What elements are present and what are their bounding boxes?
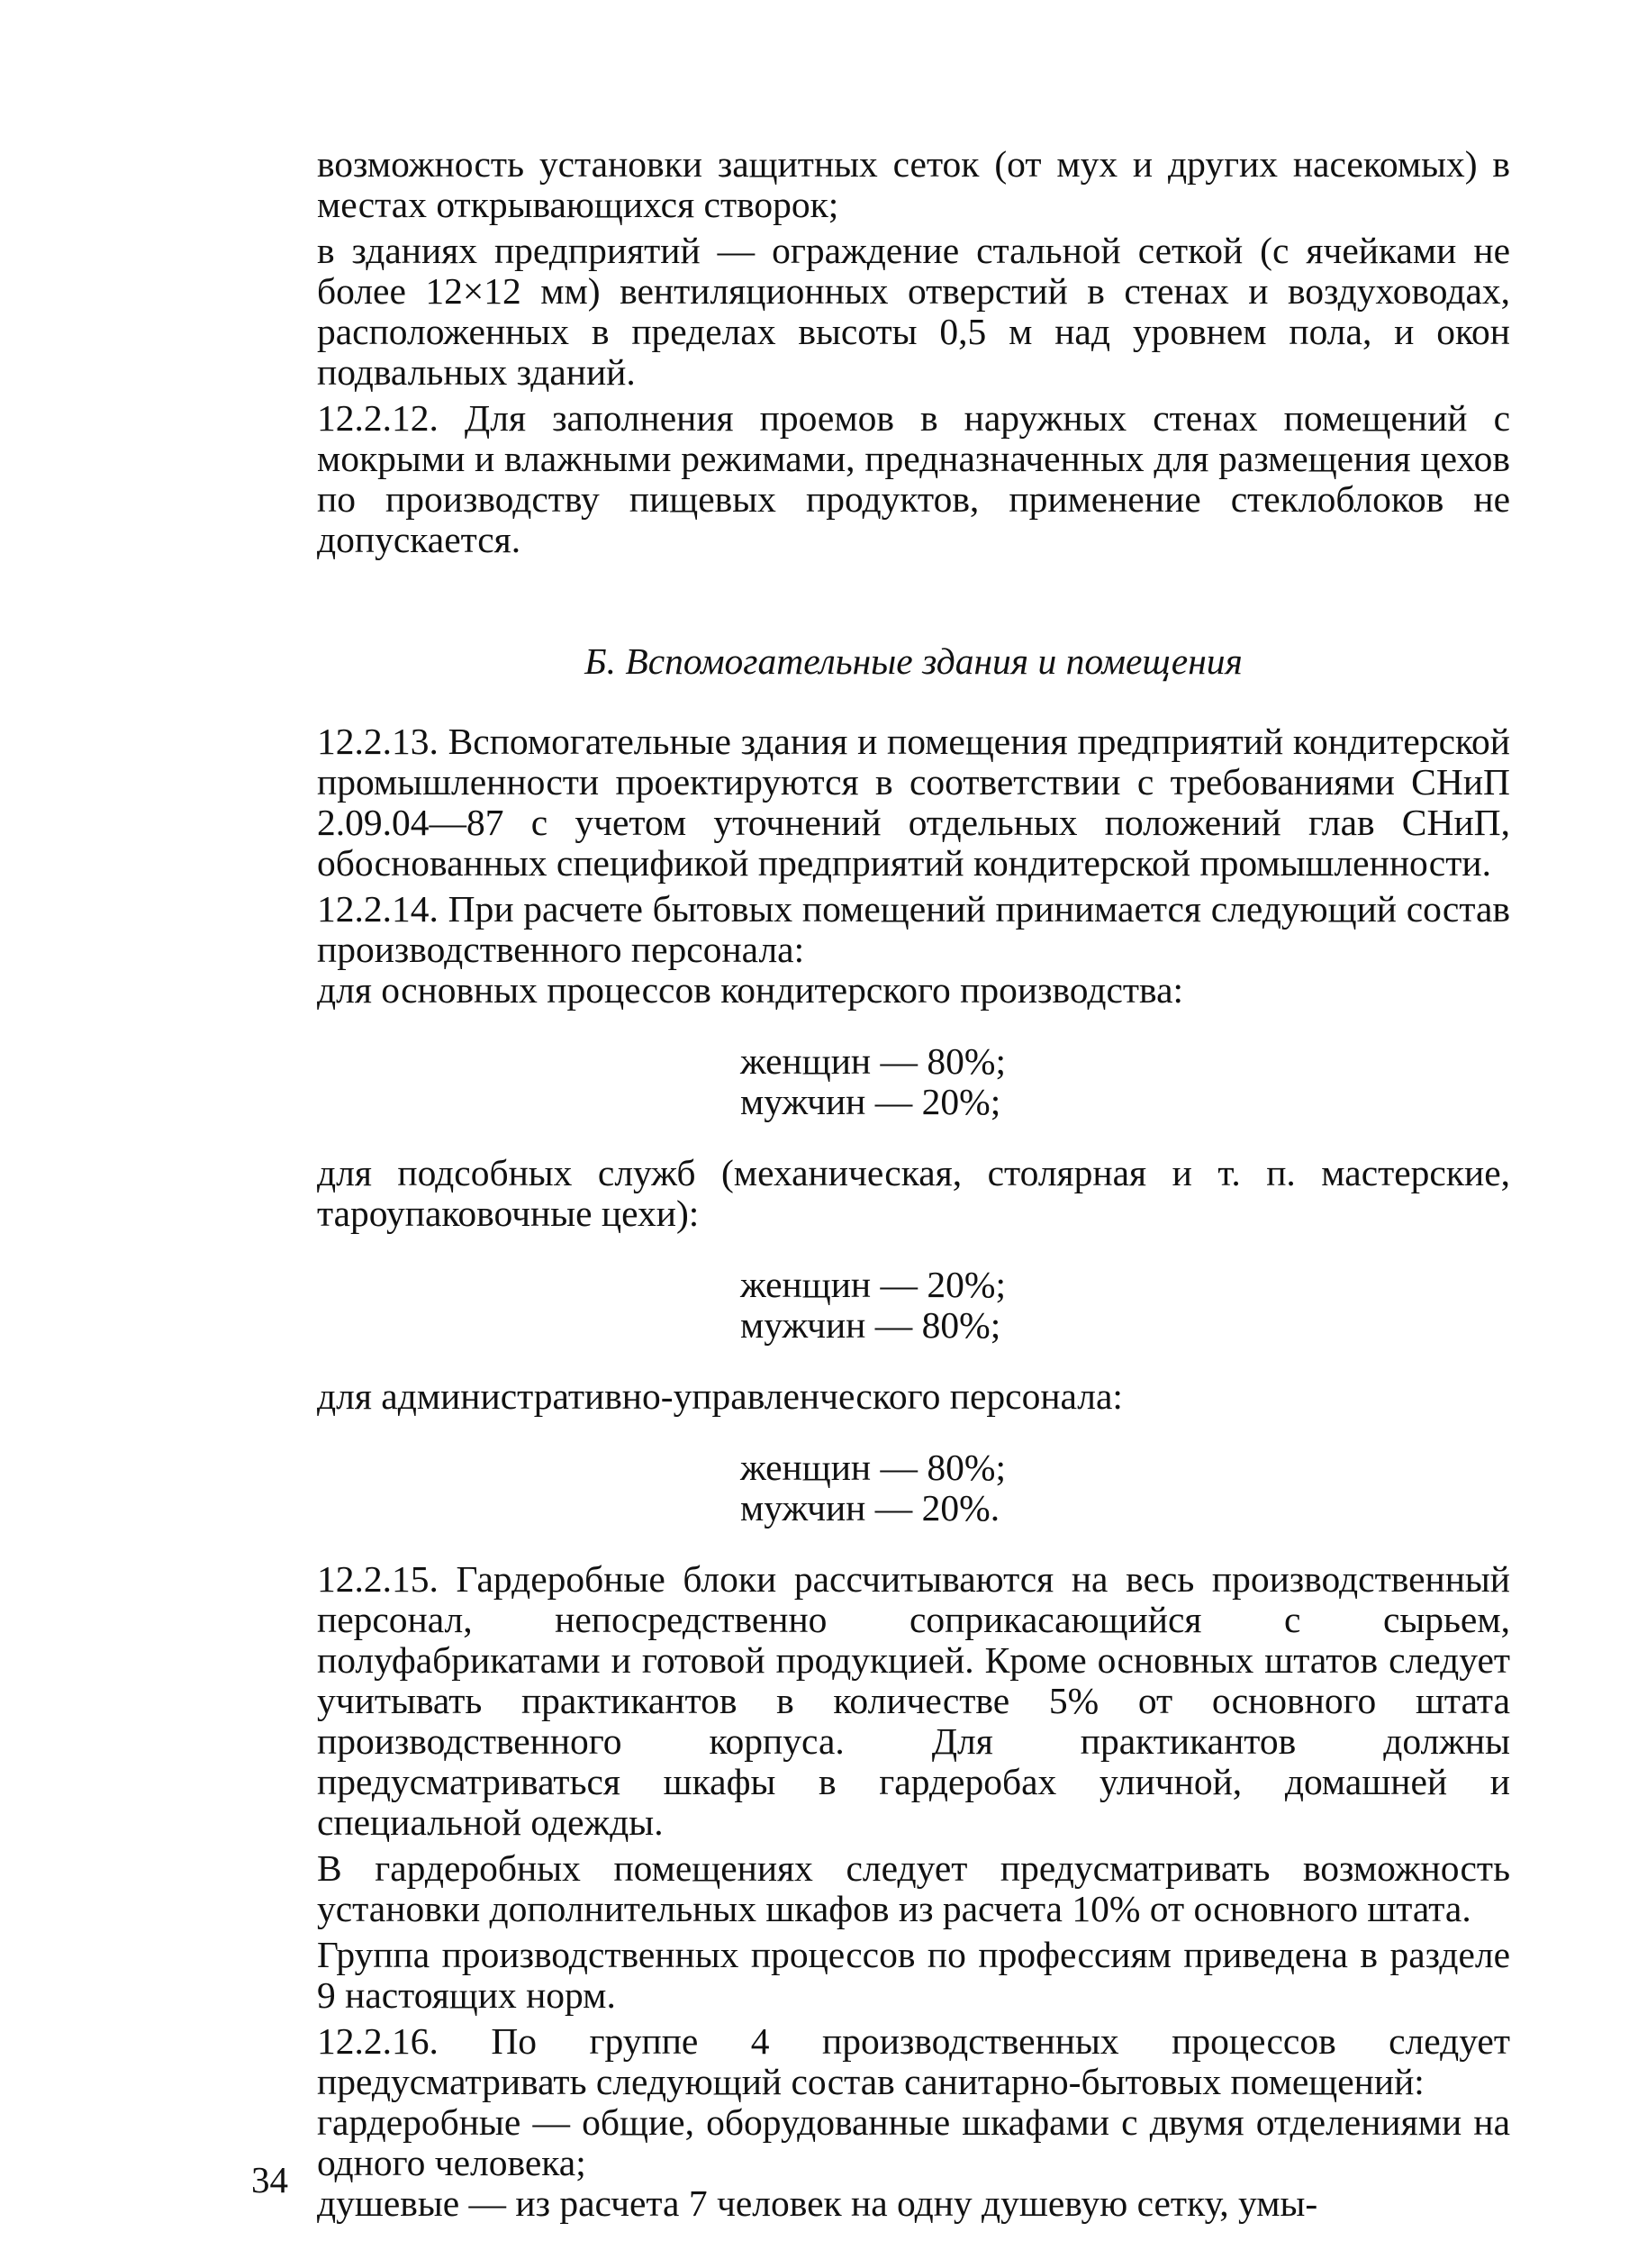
section-title: Б. Вспомогательные здания и помещения (584, 640, 1243, 682)
percent-men: мужчин — 20%; (740, 1081, 1001, 1122)
paragraph-aux-services: для подсобных служб (механическая, столярная и т. п. мастерские, тароупаковочные цехи): (317, 1152, 1510, 1234)
percent-group-admin (740, 1447, 1510, 1529)
page-number: 34 (251, 2159, 288, 2200)
percent-women: женщин — 20%; (740, 1264, 1006, 1305)
percent-women: женщин — 80%; (740, 1447, 1006, 1488)
paragraph-12-2-14: 12.2.14. При расчете бытовых помещений принимается следующий состав производственного персонала: (317, 888, 1510, 970)
percent-women: женщин — 80%; (740, 1040, 1006, 1082)
paragraph-main-processes: для основных процессов кондитерского производства: (317, 969, 1184, 1011)
paragraph-extra-cabinets: В гардеробных помещениях следует предусматривать возможность установки дополнительных шкафов из расчета 10% от основного штата. (317, 1847, 1510, 1929)
percent-group-main (740, 1041, 1510, 1122)
paragraph-12-2-16: 12.2.16. По группе 4 производственных процессов следует предусматривать следующий состав санитарно-бытовых помещений: (317, 2020, 1510, 2102)
percent-men: мужчин — 20%. (740, 1487, 1000, 1529)
paragraph-12-2-13: 12.2.13. Вспомогательные здания и помещения предприятий кондитерской промышленности проектируются в соответствии с требованиями СНиП 2.09.04—87 с учетом уточнений отдельных положений глав СНиП, обоснованных спецификой предприятий кондитерской промышленности. (317, 721, 1510, 884)
paragraph-wardrobes: гардеробные — общие, оборудованные шкафами с двумя отделениями на одного человека; (317, 2101, 1510, 2183)
percent-group-aux (740, 1265, 1510, 1346)
paragraph-steel-net: в зданиях предприятий — ограждение стальной сеткой (с ячейками не более 12×12 мм) вентиляционных отверстий в стенах и воздуховодах, расположенных в пределах высоты 0,5 м над уровнем пола, и окон подвальных зданий. (317, 230, 1510, 393)
paragraph-admin-staff: для административно-управленческого персонала: (317, 1375, 1123, 1417)
paragraph-12-2-15: 12.2.15. Гардеробные блоки рассчитываются на весь производственный персонал, непосредственно соприкасающийся с сырьем, полуфабрикатами и готовой продукцией. Кроме основных штатов следует учитывать практикантов в количестве 5% от основного штата производственного корпуса. Для практикантов должны предусматриваться шкафы в гардеробах уличной, домашней и специальной одежды. (317, 1558, 1510, 1843)
paragraph-12-2-12: 12.2.12. Для заполнения проемов в наружных стенах помещений с мокрыми и влажными режимами, предназначенных для размещения цехов по производству пищевых продуктов, применение стеклоблоков не допускается. (317, 397, 1510, 560)
paragraph-showers: душевые — из расчета 7 человек на одну душевую сетку, умы- (317, 2182, 1318, 2224)
document-body (317, 144, 1510, 2224)
percent-men: мужчин — 80%; (740, 1304, 1001, 1346)
paragraph-process-group: Группа производственных процессов по профессиям приведена в разделе 9 настоящих норм. (317, 1934, 1510, 2016)
paragraph-protective-nets: возможность установки защитных сеток (от мух и других насекомых) в местах открывающихся створок; (317, 143, 1510, 225)
